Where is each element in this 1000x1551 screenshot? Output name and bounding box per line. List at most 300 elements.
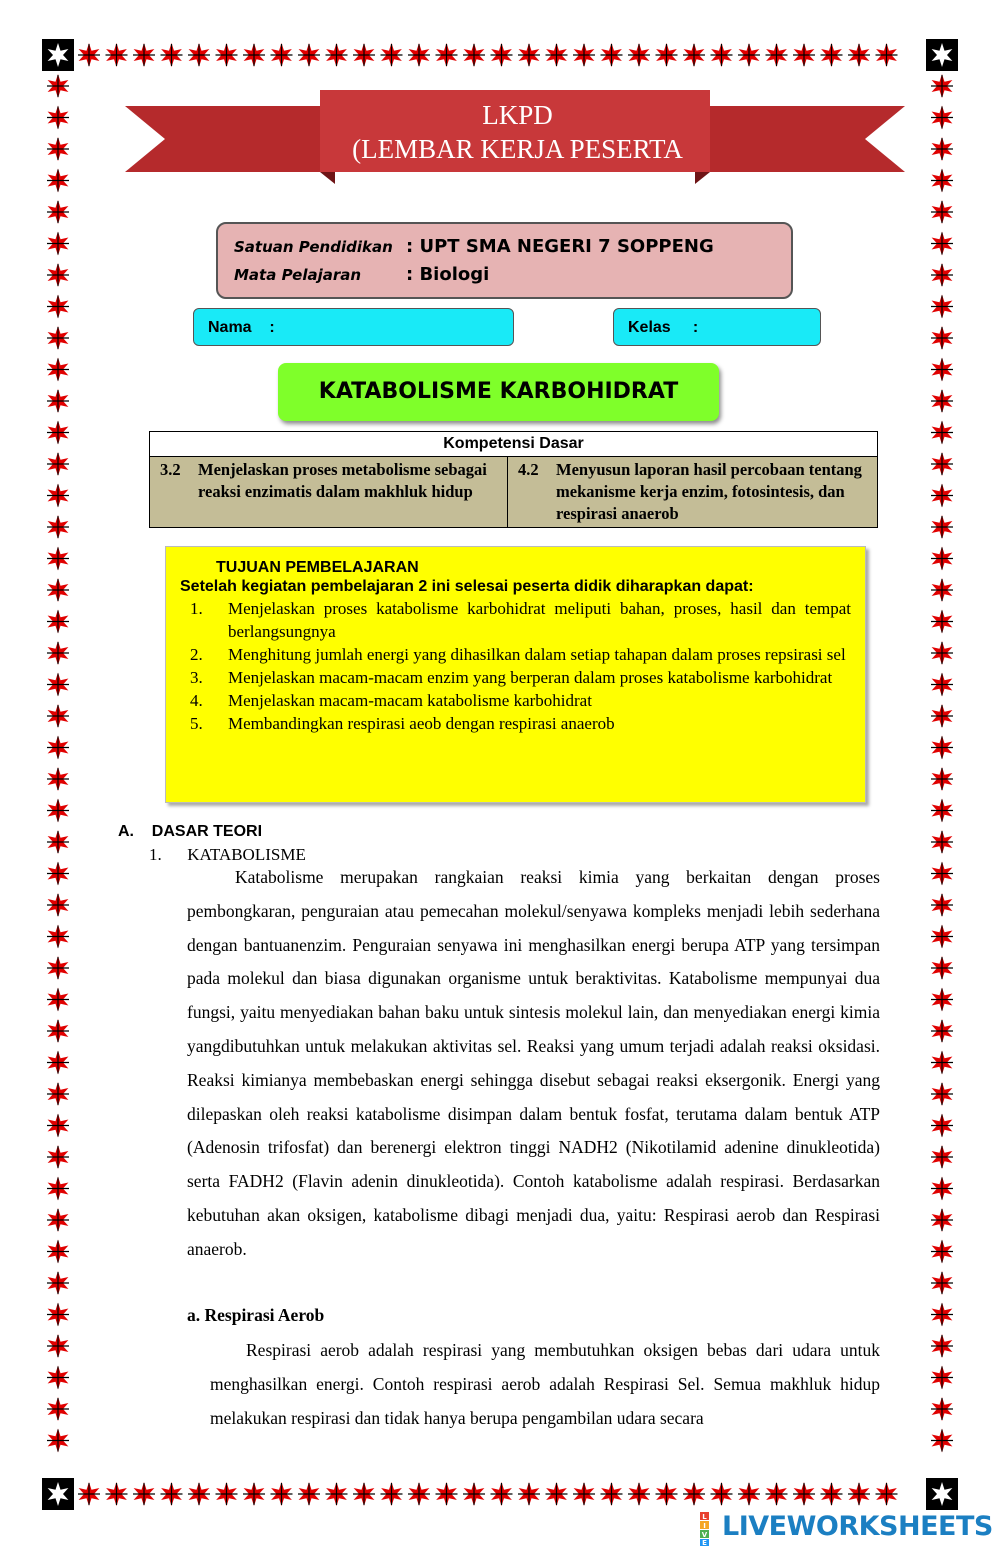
subject-row (234, 264, 791, 292)
school-unit-value: : UPT SMA NEGERI 7 SOPPENG (406, 236, 714, 257)
border-star-shape (711, 43, 732, 67)
school-unit-row (234, 236, 791, 264)
banner-title (320, 98, 715, 166)
competency-left-cell (150, 457, 508, 528)
border-star (931, 1429, 953, 1453)
border-star-shape (849, 43, 870, 67)
border-star (47, 200, 69, 224)
border-star-shape (48, 326, 69, 350)
border-star (931, 1208, 953, 1232)
border-star (47, 74, 69, 98)
list-item (180, 643, 851, 666)
border-star-shape (821, 43, 842, 67)
border-star (491, 43, 513, 67)
border-star (931, 295, 953, 319)
border-star (47, 1177, 69, 1201)
border-star (931, 106, 953, 130)
objectives-list (180, 597, 851, 735)
border-star-shape (48, 1397, 69, 1421)
border-star-shape (932, 578, 953, 602)
objective-text: Menjelaskan macam-macam enzim yang berperan dalam proses katabolisme karbohidrat (228, 668, 833, 687)
border-star (518, 1482, 540, 1506)
subject-value: : Biologi (406, 264, 490, 285)
subject-label: Mata Pelajaran (234, 266, 362, 284)
border-star (78, 1482, 100, 1506)
border-star (298, 1482, 320, 1506)
border-star (47, 1082, 69, 1106)
border-star (47, 988, 69, 1012)
border-star (628, 43, 650, 67)
border-star-shape (354, 43, 375, 67)
border-star-shape (932, 326, 953, 350)
border-star (106, 43, 128, 67)
border-star-shape (932, 389, 953, 413)
border-star (381, 43, 403, 67)
border-star (931, 1114, 953, 1138)
border-star-shape (932, 862, 953, 886)
border-star (931, 799, 953, 823)
border-star (711, 1482, 733, 1506)
border-star-shape (48, 1208, 69, 1232)
border-star (931, 988, 953, 1012)
border-star (931, 1366, 953, 1390)
border-star-shape (876, 1482, 897, 1506)
border-star (821, 1482, 843, 1506)
border-star (188, 1482, 210, 1506)
border-star-shape (574, 43, 595, 67)
border-star-shape (48, 137, 69, 161)
border-star (931, 1019, 953, 1043)
border-star-shape (464, 1482, 485, 1506)
border-star-shape (932, 1177, 953, 1201)
border-star-shape (932, 925, 953, 949)
border-star (793, 43, 815, 67)
border-star-shape (161, 43, 182, 67)
border-star (47, 641, 69, 665)
border-star-shape (161, 1482, 182, 1506)
learning-objectives-box (165, 546, 866, 803)
border-star (436, 1482, 458, 1506)
border-star-shape (601, 43, 622, 67)
border-star (47, 956, 69, 980)
border-star-shape (354, 1482, 375, 1506)
objective-text: Menjelaskan macam-macam katabolisme karbohidrat (228, 691, 592, 710)
border-star-shape (48, 736, 69, 760)
border-star-shape (932, 169, 953, 193)
border-star-shape (794, 1482, 815, 1506)
border-star-shape (48, 1051, 69, 1075)
objectives-heading: TUJUAN PEMBELAJARAN (216, 559, 419, 576)
objective-number: 1. (190, 599, 203, 618)
border-star-shape (436, 1482, 457, 1506)
border-star-shape (48, 830, 69, 854)
border-star (47, 1208, 69, 1232)
objective-number: 5. (190, 714, 203, 733)
border-star-shape (48, 358, 69, 382)
border-star-shape (216, 43, 237, 67)
border-star (47, 1271, 69, 1295)
border-star-shape (932, 704, 953, 728)
border-star-shape (684, 1482, 705, 1506)
katabolisme-paragraph: Katabolisme merupakan rangkaian reaksi kimia yang berkaitan dengan proses pembongkaran, penguraian atau pemecahan molekul/senyawa kompleks menjadi lebih sederhana dengan bantuanenzim. Penguraian senyawa ini menghasilkan energi berupa ATP yang tersimpan pada molekul dan biasa digunakan organisme untuk beraktivitas. Katabolisme mempunyai dua fungsi, yaitu menyediakan bahan baku untuk sintesis molekul lain, dan menyediakan energi kimia yangdibutuhkan untuk melakukan aktivitas sel. Reaksi yang umum terjadi adalah reaksi oksidasi. Reaksi kimianya membebaskan energi sehingga disebut sebagai reaksi eksergonik. Energi yang dilepaskan oleh reaksi katabolisme disimpan dalam bentuk fosfat, terutama dalam bentuk ATP (Adenosin trifosfat) dan berenergi elektron tinggi NADH2 (Nikotilamid adenine dinukleotida) serta FADH2 (Flavin adenin dinukleotida). Contoh katabolisme adalah respirasi. Berdasarkan kebutuhan akan oksigen, katabolisme dibagi menjadi dua, yaitu: Respirasi aerob dan Respirasi anaerob. (187, 867, 880, 1259)
border-star-shape (519, 43, 540, 67)
border-star-shape (656, 1482, 677, 1506)
border-star (47, 421, 69, 445)
border-star-shape (932, 1240, 953, 1264)
subheading-respirasi-aerob: a. Respirasi Aerob (187, 1305, 325, 1325)
border-star (546, 1482, 568, 1506)
border-star-shape (48, 421, 69, 445)
border-star-shape (48, 799, 69, 823)
school-unit-label: Satuan Pendidikan (234, 238, 393, 256)
border-star (47, 295, 69, 319)
border-star (47, 1429, 69, 1453)
border-star (931, 1177, 953, 1201)
border-star-shape (821, 1482, 842, 1506)
border-star-shape (48, 893, 69, 917)
border-star-shape (326, 1482, 347, 1506)
ribbon-fold-right (695, 172, 710, 184)
border-star-shape (244, 43, 265, 67)
border-star-shape (48, 295, 69, 319)
logo-letter-v: V (701, 1531, 708, 1539)
border-star (573, 1482, 595, 1506)
border-star-shape (932, 736, 953, 760)
border-star-shape (711, 1482, 732, 1506)
competency-right-cell (508, 457, 878, 528)
border-star (931, 1397, 953, 1421)
objective-number: 3. (190, 668, 203, 687)
border-star-shape (932, 893, 953, 917)
border-corner-star (932, 43, 953, 67)
border-star (931, 1303, 953, 1327)
border-star-shape (794, 43, 815, 67)
border-star-shape (849, 1482, 870, 1506)
border-star (271, 1482, 293, 1506)
border-star-shape (326, 43, 347, 67)
border-star (931, 389, 953, 413)
logo-letter-l: L (702, 1513, 707, 1521)
border-star-shape (134, 43, 155, 67)
border-star (656, 43, 678, 67)
border-star (463, 1482, 485, 1506)
border-star-shape (932, 641, 953, 665)
competency-right-text: Menyusun laporan hasil percobaan tentang mekanisme kerja enzim, fotosintesis, dan respirasi anaerob (556, 460, 862, 523)
border-star-shape (48, 1334, 69, 1358)
border-star (47, 1366, 69, 1390)
border-star (106, 1482, 128, 1506)
border-star (47, 1334, 69, 1358)
border-corner-star (48, 1482, 69, 1506)
border-star (931, 1082, 953, 1106)
border-star-shape (932, 610, 953, 634)
border-star (47, 1051, 69, 1075)
border-star-shape (684, 43, 705, 67)
competency-right-number: 4.2 (518, 460, 539, 479)
border-star-shape (766, 1482, 787, 1506)
border-star (628, 1482, 650, 1506)
border-star (848, 1482, 870, 1506)
border-star (47, 1145, 69, 1169)
border-star-shape (546, 43, 567, 67)
border-star-shape (48, 988, 69, 1012)
border-star (47, 452, 69, 476)
border-star (47, 673, 69, 697)
border-star (47, 893, 69, 917)
logo-letter-i: I (703, 1522, 706, 1530)
border-star (408, 1482, 430, 1506)
border-star (931, 547, 953, 571)
border-star (546, 43, 568, 67)
border-star-shape (48, 1240, 69, 1264)
border-star (931, 830, 953, 854)
border-star-shape (932, 547, 953, 571)
border-star (931, 1051, 953, 1075)
border-star-shape (299, 43, 320, 67)
border-star (766, 43, 788, 67)
border-star-shape (48, 767, 69, 791)
logo-letter-e: E (702, 1539, 707, 1546)
border-star (931, 893, 953, 917)
border-star-shape (48, 200, 69, 224)
border-star (601, 1482, 623, 1506)
border-star-shape (48, 515, 69, 539)
border-star-shape (48, 956, 69, 980)
objective-number: 2. (190, 645, 203, 664)
border-star-shape (932, 263, 953, 287)
border-star-shape (932, 421, 953, 445)
border-star (47, 515, 69, 539)
ribbon-left-tail (125, 106, 335, 172)
name-field[interactable]: Nama : (193, 308, 514, 346)
border-star-shape (48, 1019, 69, 1043)
border-star (931, 1334, 953, 1358)
banner-line-1: LKPD (482, 100, 553, 130)
list-item (180, 712, 851, 735)
ribbon-right-tail (695, 106, 905, 172)
border-star (47, 1019, 69, 1043)
border-star-shape (629, 1482, 650, 1506)
border-star-shape (79, 43, 100, 67)
border-star (931, 862, 953, 886)
border-star (766, 1482, 788, 1506)
border-star-shape (656, 43, 677, 67)
border-star (47, 736, 69, 760)
border-star-shape (932, 1366, 953, 1390)
border-star-shape (271, 43, 292, 67)
border-star (931, 326, 953, 350)
border-star (47, 106, 69, 130)
border-star (243, 1482, 265, 1506)
border-star (47, 862, 69, 886)
border-star (931, 736, 953, 760)
border-star (47, 358, 69, 382)
border-star (931, 704, 953, 728)
border-star (656, 1482, 678, 1506)
border-star-shape (48, 1303, 69, 1327)
competency-left-text: Menjelaskan proses metabolisme sebagai reaksi enzimatis dalam makhluk hidup (198, 460, 487, 501)
objective-text: Membandingkan respirasi aeob dengan respirasi anaerob (228, 714, 615, 733)
border-star-shape (48, 1429, 69, 1453)
border-star (601, 43, 623, 67)
border-star-shape (932, 1303, 953, 1327)
border-corner-block (926, 1478, 958, 1510)
border-star-shape (932, 106, 953, 130)
respirasi-aerob-paragraph: Respirasi aerob adalah respirasi yang membutuhkan oksigen bebas dari udara untuk menghasilkan energi. Contoh respirasi aerob adalah Respirasi Sel. Semua makhluk hidup melakukan respirasi dan tidak hanya berupa pengambilan udara secara (210, 1340, 880, 1428)
border-star-shape (932, 1082, 953, 1106)
border-star (931, 484, 953, 508)
border-star (47, 578, 69, 602)
border-star-shape (409, 1482, 430, 1506)
border-star-shape (932, 137, 953, 161)
border-star (298, 43, 320, 67)
border-star-shape (299, 1482, 320, 1506)
border-star-shape (766, 43, 787, 67)
border-star-shape (932, 295, 953, 319)
border-star (161, 1482, 183, 1506)
border-star-shape (189, 1482, 210, 1506)
border-star (931, 1271, 953, 1295)
border-star (47, 830, 69, 854)
border-star-shape (519, 1482, 540, 1506)
ribbon-fold-left (320, 172, 335, 184)
border-star (931, 263, 953, 287)
border-star-shape (48, 925, 69, 949)
border-star (47, 704, 69, 728)
border-star-shape (932, 1145, 953, 1169)
banner-line-2: (LEMBAR KERJA PESERTA (352, 134, 683, 164)
border-star (931, 1145, 953, 1169)
border-star-shape (381, 43, 402, 67)
border-star (931, 578, 953, 602)
liveworksheets-logo-icon (700, 1512, 720, 1546)
border-star-shape (932, 1114, 953, 1138)
border-star-shape (48, 1082, 69, 1106)
border-star-shape (48, 547, 69, 571)
border-star-shape (932, 484, 953, 508)
border-star (78, 43, 100, 67)
border-star-shape (876, 43, 897, 67)
border-star-shape (436, 43, 457, 67)
border-star (161, 43, 183, 67)
border-star (738, 1482, 760, 1506)
border-star (931, 515, 953, 539)
topic-title: KATABOLISME KARBOHIDRAT (278, 363, 719, 421)
border-star (931, 169, 953, 193)
border-star-shape (932, 956, 953, 980)
border-star (271, 43, 293, 67)
border-star (931, 74, 953, 98)
border-star-shape (48, 1366, 69, 1390)
class-field[interactable]: Kelas : (613, 308, 821, 346)
border-corner-block (42, 39, 74, 71)
border-star-shape (932, 1208, 953, 1232)
border-star (793, 1482, 815, 1506)
border-star-shape (491, 43, 512, 67)
objectives-intro: Setelah kegiatan pembelajaran 2 ini selesai peserta didik diharapkan dapat: (180, 578, 754, 595)
border-star (47, 1303, 69, 1327)
border-star-shape (932, 988, 953, 1012)
border-star-shape (739, 1482, 760, 1506)
border-star (848, 43, 870, 67)
border-star (931, 1240, 953, 1264)
border-star-shape (48, 74, 69, 98)
border-star (47, 1114, 69, 1138)
border-star (326, 1482, 348, 1506)
border-corner-block (42, 1478, 74, 1510)
border-star (738, 43, 760, 67)
list-item (180, 689, 851, 712)
competency-left-number: 3.2 (160, 460, 181, 479)
border-star (683, 1482, 705, 1506)
border-star (931, 610, 953, 634)
border-star-shape (48, 862, 69, 886)
border-star (47, 263, 69, 287)
border-star (931, 200, 953, 224)
liveworksheets-watermark: LIVEWORKSHEETS (722, 1511, 993, 1542)
border-star-shape (48, 389, 69, 413)
border-star-shape (48, 610, 69, 634)
border-star (931, 673, 953, 697)
border-star-shape (48, 263, 69, 287)
border-star-shape (932, 830, 953, 854)
border-star (931, 452, 953, 476)
border-star (47, 767, 69, 791)
school-info-box (216, 222, 793, 299)
border-star (47, 799, 69, 823)
border-star (931, 137, 953, 161)
border-star (47, 389, 69, 413)
border-corner-block (926, 39, 958, 71)
border-star-shape (629, 43, 650, 67)
border-star (518, 43, 540, 67)
competency-header: Kompetensi Dasar (150, 432, 878, 457)
border-star-shape (932, 1271, 953, 1295)
border-star-shape (932, 1334, 953, 1358)
border-star (47, 137, 69, 161)
border-star (47, 1240, 69, 1264)
border-star-shape (48, 673, 69, 697)
border-star-shape (48, 484, 69, 508)
border-star-shape (48, 232, 69, 256)
border-star-shape (932, 1051, 953, 1075)
border-star (683, 43, 705, 67)
border-star-shape (48, 169, 69, 193)
border-star-shape (932, 673, 953, 697)
border-star-shape (106, 1482, 127, 1506)
border-star (47, 1397, 69, 1421)
list-item (180, 666, 851, 689)
border-star (931, 956, 953, 980)
border-star (47, 610, 69, 634)
border-star-shape (932, 74, 953, 98)
border-star (47, 232, 69, 256)
border-star-shape (932, 1397, 953, 1421)
border-star (216, 1482, 238, 1506)
border-star-shape (601, 1482, 622, 1506)
border-star (711, 43, 733, 67)
border-star (876, 1482, 898, 1506)
border-star-shape (106, 43, 127, 67)
border-star-shape (48, 1271, 69, 1295)
border-star (353, 43, 375, 67)
subsection-katabolisme: 1. KATABOLISME (149, 845, 306, 864)
border-star (931, 767, 953, 791)
list-item (180, 597, 851, 643)
border-star (47, 925, 69, 949)
border-star-shape (48, 452, 69, 476)
border-star-shape (48, 1145, 69, 1169)
